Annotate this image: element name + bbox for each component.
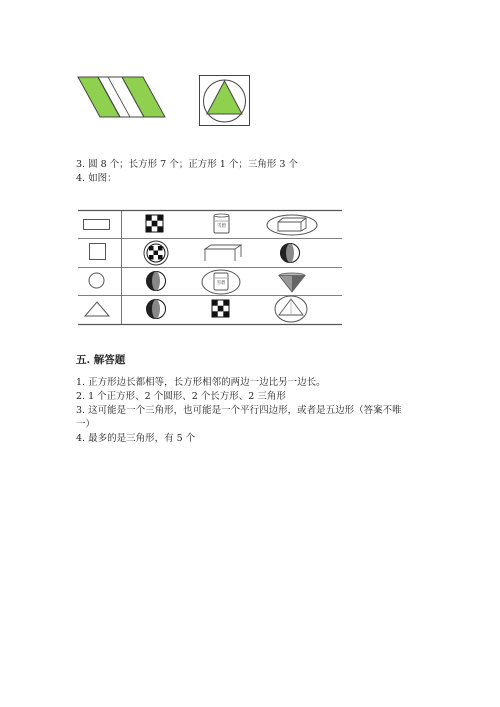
checkered-ball-in-circle-icon	[143, 240, 169, 266]
soda-can-in-ellipse-icon	[201, 269, 241, 295]
square-shape-icon	[89, 243, 107, 261]
answer-line-4: 4. 如图：	[76, 173, 117, 184]
box-in-ellipse-icon	[266, 214, 318, 236]
cone-in-circle-icon	[274, 295, 308, 323]
checkered-cube-icon	[145, 214, 165, 234]
cone-shape-icon	[277, 272, 307, 294]
section-line-3: 3. 这可能是一个三角形，也可能是一个平行四边形，或者是五边形（答案不唯	[76, 405, 402, 416]
striped-ball-icon	[279, 242, 301, 264]
striped-ball-icon	[145, 270, 167, 292]
answer-line-3: 3. 圆 8 个；长方形 7 个；正方形 1 个；三角形 3 个	[76, 159, 298, 170]
table-shape-icon	[203, 244, 243, 262]
section-heading: 五. 解答题	[76, 354, 126, 366]
soda-can-icon	[212, 213, 232, 235]
section-line-4: 4. 最多的是三角形，有 5 个	[76, 433, 196, 444]
section-line-2: 2. 1 个正方形、2 个圆形、2 个长方形、2 三角形	[76, 391, 286, 402]
square-circle-triangle-figure	[199, 75, 251, 127]
rectangle-shape-icon	[83, 219, 111, 231]
section-line-3-continued: 一）	[76, 419, 96, 430]
can-label-text: 雪碧	[216, 281, 226, 286]
can-label-text: 雪碧	[217, 224, 226, 229]
parallelogram-figure	[78, 77, 170, 119]
triangle-shape-icon	[84, 301, 110, 317]
circle-shape-icon	[88, 272, 106, 290]
section-line-1: 1. 正方形边长都相等，长方形相邻的两边一边比另一边长。	[76, 377, 326, 388]
checkered-cube-icon	[211, 299, 231, 319]
striped-ball-icon	[145, 298, 167, 320]
